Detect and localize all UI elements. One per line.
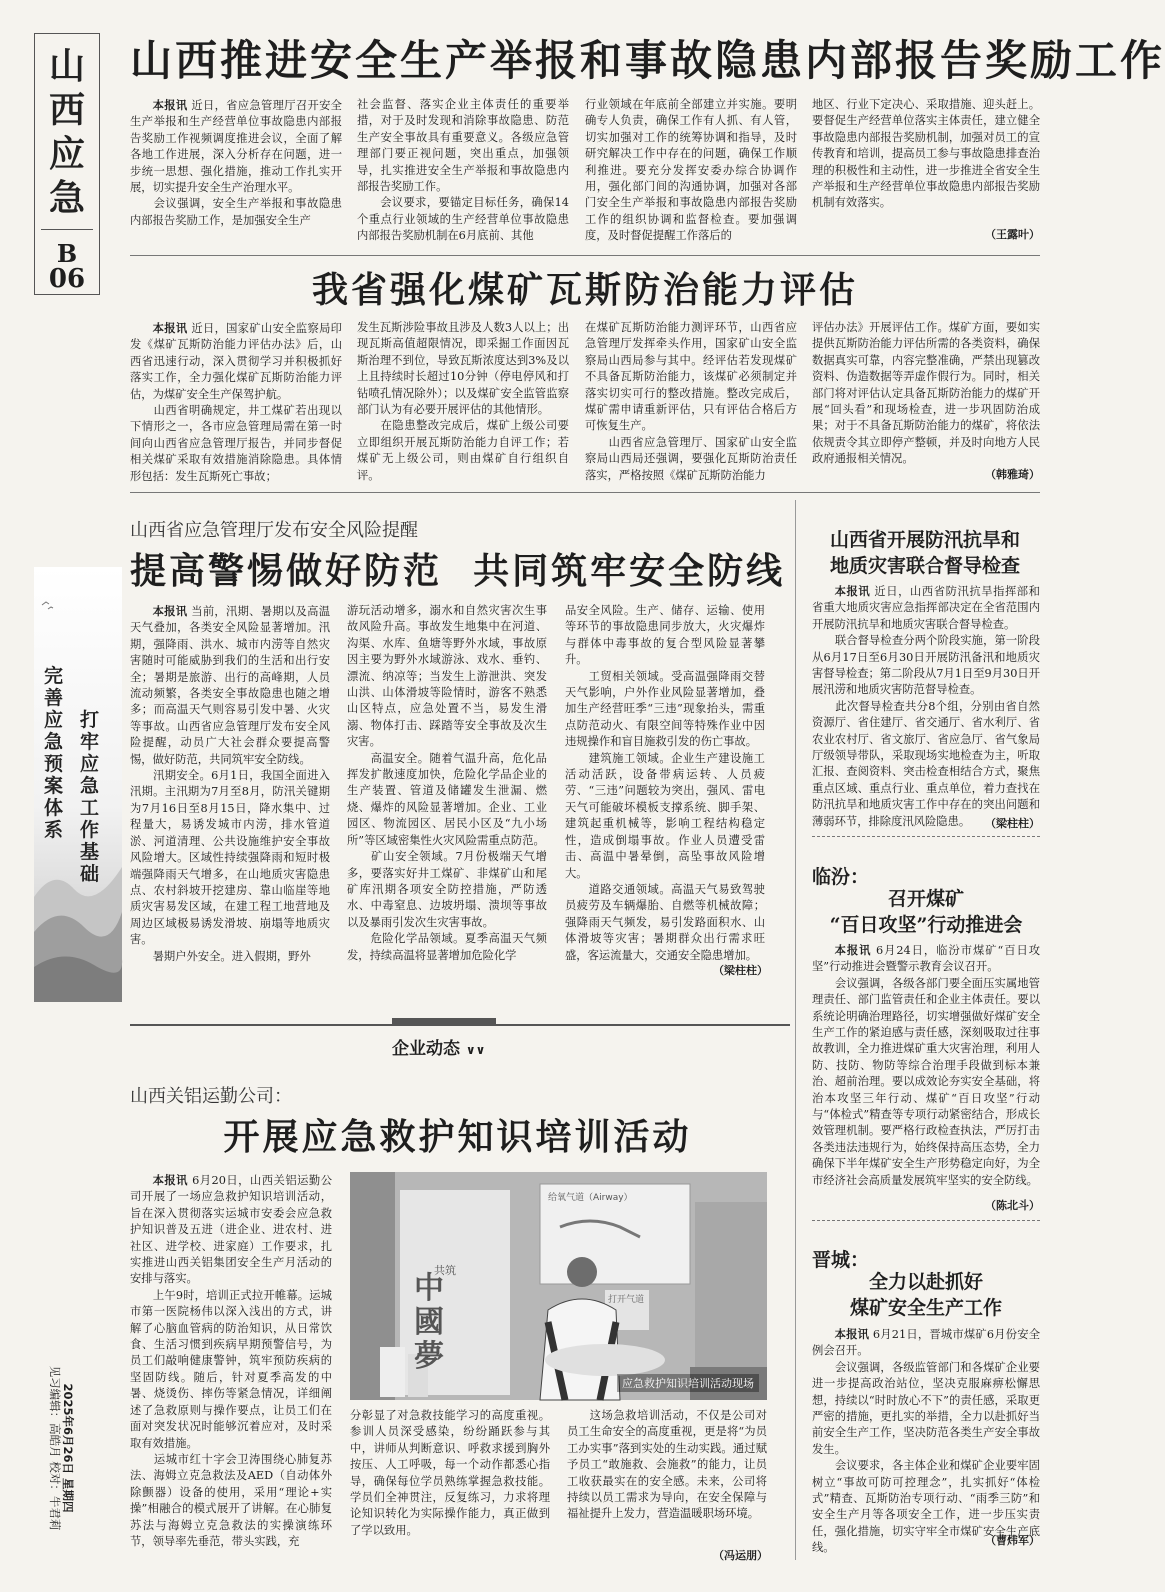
side2-city: 临汾：	[812, 866, 870, 888]
article3-col3: 品安全风险。生产、储存、运输、使用等环节的事故隐患同步放大，火灾爆炸与群体中毒事故的复合型风险显著攀升。 工贸相关领域。受高温强降雨交替天气影响，户外作业风险显著增加，叠加生产经营旺季“三违”现象抬头，需重点防范动火、有限空间等特殊作业中因违规操作和盲目施救引发的伤亡事故。 建筑施工领域。企业生产建设施工活动活跃，设备带病运转、人员疲劳、“三违”问题较为突出，强风、雷电天气可能破坏模板支撑系统、脚手架、建筑起重机械等，影响工程结构稳定性，造成倒塌事故。作业人员遭受雷击、高温中暑晕倒，高坠事故风险增大。 道路交通领域。高温天气易致驾驶员疲劳及车辆爆胎、自燃等机械故障；强降雨天气频发，易引发路面积水、山体滑坡等灾害；暑期群众出行需求旺盛，客运流量大，交通安全隐患增加。	[565, 604, 765, 962]
article4-col2: 分彰显了对急救技能学习的高度重视。参训人员深受感染，纷纷踊跃参与其中，讲师从判断意识、呼救求援到胸外按压、人工呼吸，每一个动作都悉心指导，确保每位学员熟练掌握急救技能。学员们全神贯注，反复练习，力求将理论知识转化为实际操作能力，真正做到了学以致用。	[350, 1409, 550, 1537]
side3-body: 本报讯 6月21日，晋城市煤矿6月份安全例会召开。 会议强调，各级监管部门和各煤矿企业要进一步提高政治站位，坚决克服麻痹松懈思想，持续以“时时放心不下”的责任感，采取更严密的措施，更扎实的举措，全力以赴抓好当前安全生产工作，坚决防范各类生产安全事故发生。 会议要求，各主体企业和煤矿企业要牢固树立“事故可防可控理念”，扎实抓好“体检式”精查、瓦斯防治专项行动、“雨季三防”和安全生产月等各项安全工作，进一步压实责任，强化措施，切实守牢全市煤矿安全生产底线。	[812, 1327, 1040, 1555]
photo-caption: 应急救护知识培训活动现场	[617, 1374, 759, 1392]
article2-title: 我省强化煤矿瓦斯防治能力评估	[311, 269, 858, 311]
article3-col2: 游玩活动增多，溺水和自然灾害次生事故风险升高。事故发生地集中在河道、沟渠、水库、鱼塘等野外水域，事故原因主要为野外水域游泳、戏水、垂钓、漂流、纳凉等；当发生上游泄洪、突发山洪、山体滑坡等险情时，游客不熟悉山区特点，应急处置不当，易发生滑溺、物体打击、踩踏等安全事故及次生灾害。 高温安全。随着气温升高，危化品挥发扩散速度加快，危险化学品企业的生产装置、管道及储罐发生泄漏、燃烧、爆炸的风险显著增加。企业、工业园区、物流园区、居民小区及“九小场所”等区域密集性火灾风险需重点防范。 矿山安全领域。7月份极端天气增多，要落实好井工煤矿、非煤矿山和尾矿库汛期各项安全防控措施，严防透水、中毒窒息、边坡坍塌、溃坝等事故以及暴雨引发次生灾害事故。 危险化学品领域。夏季高温天气频发，持续高温将显著增加危险化学	[347, 604, 547, 962]
masthead-page: 06	[48, 264, 86, 294]
masthead-region: 山西应急	[48, 45, 85, 219]
article1-col4: 地区、行业下定决心、采取措施、迎头赶上。要督促生产经营单位落实主体责任，建立健全事故隐患内部报告奖励机制，加强对员工的宣传教育和培训，提高员工参与事故隐患排查治理的积极性和主动性，进一步推进全省安全生产举报和生产经营单位事故隐患内部报告奖励机制有效落实。	[812, 98, 1040, 210]
photo-board-sub: 共筑	[434, 1264, 456, 1277]
side2-author: （陈北斗）	[985, 1199, 1040, 1212]
article4-author: （冯运朋）	[713, 1549, 768, 1562]
footer-editors: 见习编辑：高皓月 校对：牛君莉	[48, 1365, 62, 1531]
article4-col3: 这场急救培训活动，不仅是公司对员工生命安全的高度重视，更是将“为员工办实事”落到实处的生动实践。通过赋予员工“敢施救、会施救”的能力，让员工收获最实在的安全感。未来，公司将持续以员工需求为导向，在安全保障与福祉提升上发力，营造温暖职场环境。	[567, 1409, 767, 1521]
article2-col4: 评估办法》开展评估工作。煤矿方面，要如实提供瓦斯防治能力评估所需的各类资料，确保数据真实可靠，内容完整准确，严禁出现篡改资料、伪造数据等弄虚作假行为。同时，相关部门将对评估认定具备瓦斯防治能力的煤矿开展“回头看”和现场检查，进一步巩固防治成果；对于不具备瓦斯防治能力的煤矿，将依法依规责令其立即停产整顿，并及时向地方人民政府通报相关情况。	[812, 321, 1040, 466]
article1-col3: 行业领域在年底前全部建立并实施。要明确专人负责，确保工作有人抓、有人管，切实加强对工作的统筹协调和指导，及时研究解决工作中存在的问题，确保工作顺利推进。要充分发挥安委办综合协调作用，强化部门间的沟通协调，加强对各部门安全生产举报和事故隐患内部报告奖励工作的组织协调和监督检查。要加强调度，及时督促提醒工作落后的	[585, 98, 797, 243]
photo-poster-text: 打开气道	[608, 1295, 645, 1305]
article1-title: 山西推进安全生产举报和事故隐患内部报告奖励工作	[130, 36, 1165, 85]
article2-col2: 发生瓦斯涉险事故且涉及人数3人以上；出现瓦斯高值超限情况，即采掘工作面因瓦斯治理不到位，导致瓦斯浓度达到3%及以上且持续时长超过10分钟（停电停风和打钻喷孔情况除外）；以及煤矿安全监管监察部门认为有必要开展评估的其他情形。 在隐患整改完成后，煤矿上级公司要立即组织开展瓦斯防治能力自评工作；若煤矿无上级公司，则由煤矿自行组织自评。	[357, 321, 569, 482]
article4-col1: 本报讯 6月20日，山西关铝运勤公司开展了一场应急救护知识培训活动，旨在深入贯彻落实运城市安委会应急救护知识普及五进（进企业、进农村、进社区、进学校、进家庭）工作要求，扎实推进山西关铝集团安全生产月活动的安排与落实。 上午9时，培训正式拉开帷幕。运城市第一医院杨伟以深入浅出的方式，讲解了心脑血管病的防治知识，从日常饮食、生活习惯到疾病早期预警信号，为员工们敲响健康警钟，筑牢预防疾病的坚固防线。随后，针对夏季高发的中暑、烧烫伤、摔伤等紧急情况，详细阐述了急救原则与操作要点，让员工们在面对突发状况时能够沉着应对，及时采取有效措施。 运城市红十字会卫涛围绕心肺复苏法、海姆立克急救法及AED（自动体外除颤器）设备的使用，采用“理论+实操”相融合的模式展开了讲解。在心肺复苏法与海姆立克急救法的实操演练环节，领导率先垂范，带头实践，充	[130, 1173, 332, 1548]
article4-title: 开展应急救护知识培训活动	[223, 1116, 692, 1158]
side3-city: 晋城：	[812, 1249, 870, 1271]
side1-body: 本报讯 近日，山西省防汛抗旱指挥部和省重大地质灾害应急指挥部决定在全省范围内开展防汛抗旱和地质灾害联合督导检查。 联合督导检查分两个阶段实施，第一阶段从6月17日至6月30日开展防汛备汛和地质灾害督导检查；第二阶段从7月1日至9月30日开展汛涝和地质灾害防范督导检查。 此次督导检查共分8个组，分别由省自然资源厅、省住建厅、省交通厅、省水利厅、省农业农村厅、省文旅厅、省应急厅、省气象局厅级领导带队，采取现场实地检查为主，听取汇报、查阅资料、突击检查相结合方式，聚焦重点区域、重点行业、重点单位，着力查找在防汛抗旱和地质灾害工作中存在的突出问题和薄弱环节，排除度汛风险隐患。	[812, 584, 1040, 828]
article1-author: （王露叶）	[985, 228, 1040, 241]
side3-title: 全力以赴抓好 煤矿安全生产工作	[849, 1271, 1002, 1319]
training-photo	[350, 1172, 767, 1400]
photo-screen-text: 给氧气道（Airway）	[548, 1193, 633, 1203]
side2-title: 召开煤矿 “百日攻坚”行动推进会	[829, 888, 1023, 936]
article3-kicker: 山西省应急管理厅发布安全风险提醒	[130, 520, 418, 541]
masthead-box	[34, 33, 100, 295]
divider-tab	[392, 1018, 496, 1026]
footer-date: 2025年6月26日 星期四	[61, 1383, 75, 1513]
photo-scene	[350, 1172, 767, 1400]
article4-kicker: 山西关铝运勤公司：	[130, 1086, 292, 1107]
side1-author: （梁柱柱）	[985, 817, 1040, 830]
side3-author: （曹炜军）	[985, 1534, 1040, 1547]
chevron-down-icon: ∨∨	[465, 1043, 486, 1057]
masthead-section: B	[56, 239, 78, 268]
sidebar-banner	[34, 567, 122, 1002]
article2-col3: 在煤矿瓦斯防治能力测评环节，山西省应急管理厅发挥牵头作用，国家矿山安全监察局山西局参与其中。经评估若发现煤矿不具备瓦斯防治能力，该煤矿必须制定并落实切实可行的整改措施。整改完成后，煤矿需申请重新评估，只有评估合格后方可恢复生产。 山西省应急管理厅、国家矿山安全监察局山西局还强调，要强化瓦斯防治责任落实，严格按照《煤矿瓦斯防治能力	[585, 321, 797, 482]
article2-col1: 本报讯 近日，国家矿山安全监察局印发《煤矿瓦斯防治能力评估办法》后，山西省迅速行动，深入贯彻学习并积极抓好落实工作，全力强化煤矿瓦斯防治能力评估，为煤矿安全生产保驾护航。 山西省明确规定，井工煤矿若出现以下情形之一，各市应急管理局需在第一时间向山西省应急管理厅报告，并同步督促相关煤矿采取有效措施消除隐患。具体情形包括：发生瓦斯死亡事故；	[130, 321, 342, 483]
article3-col1: 本报讯 当前，汛期、暑期以及高温天气叠加，各类安全风险显著增加。汛期，强降雨、洪水、城市内涝等自然灾害随时可能威胁到我们的生活和出行安全；暑期是旅游、出行的高峰期，人员流动频繁，各类安全事故隐患也随之增多；而高温天气则容易引发中暑、火灾等事故。山西省应急管理厅发布安全风险提醒，动员广大社会群众要提高警惕，做好防范，共同筑牢安全防线。 汛期安全。6月1日，我国全面进入汛期。主汛期为7月至8月，防汛关键期为7月16日至8月15日，降水集中、过程量大，易诱发城市内涝，排水管道淤、河道清理、公共设施维护安全事故风险增大。区域性持续强降雨和短时极端强降雨天气增多，在山地质灾害隐患点、农村斜坡开挖建房、靠山临崖等地质灾害易发区域，在建工程工地营地及周边区域极易诱发滑坡、崩塌等地质灾害。 暑期户外安全。进入假期，野外	[130, 604, 330, 963]
photo-board-text: 中國夢	[414, 1271, 444, 1374]
banner-line-2: 打牢应急工作基础	[80, 709, 100, 885]
article3-title: 提高警惕做好防范 共同筑牢安全防线	[130, 550, 786, 592]
article1-col1: 本报讯 近日，省应急管理厅召开安全生产举报和生产经营单位事故隐患内部报告奖励工作视频调度推进会议，全面了解各地工作进展，深入分析存在问题，进一步统一思想、强化措施，推动工作扎实开展，切实提升安全生产治理水平。 会议强调，安全生产举报和事故隐患内部报告奖励工作，是加强安全生产	[130, 98, 342, 227]
article2-author: （韩雅琦）	[985, 468, 1040, 481]
side2-body: 本报讯 6月24日，临汾市煤矿“百日攻坚”行动推进会暨警示教育会议召开。 会议强调，各级各部门要全面压实属地管理责任、部门监管责任和企业主体责任。要以系统论明确治理路径，切实增强做好煤矿安全生产工作的紧迫感与责任感，深刻吸取过往事故教训，全力推进煤矿重大灾害治理，利用人防、技防、物防等综合治理手段做到标本兼治、超前治理。要以成效论夯实安全基础，将治本攻坚三年行动、煤矿“百日攻坚”行动与“体检式”精查等专项行动紧密结合，形成长效管理机制。要严格行政检查执法，严厉打击各类违法违规行为，始终保持高压态势，全力确保下半年煤矿安全生产形势稳定向好，为全市经济社会高质量发展筑牢坚实的安全防线。	[812, 943, 1041, 1187]
article1-col2: 社会监督、落实企业主体责任的重要举措，对于及时发现和消除事故隐患、防范生产安全事故具有重要意义。各级应急管理部门要正视问题，突出重点，加强领导，扎实推进安全生产举报和事故隐患内部报告奖励工作。 会议要求，要锚定目标任务，确保14个重点行业领域的生产经营单位事故隐患内部报告奖励机制在6月底前、其他	[357, 98, 569, 243]
article3-author: （梁柱柱）	[713, 964, 768, 977]
side1-title: 山西省开展防汛抗旱和 地质灾害联合督导检查	[829, 529, 1020, 577]
banner-line-1: 完善应急预案体系	[44, 665, 64, 841]
enterprise-divider-label: 企业动态 ∨∨	[392, 1039, 486, 1059]
